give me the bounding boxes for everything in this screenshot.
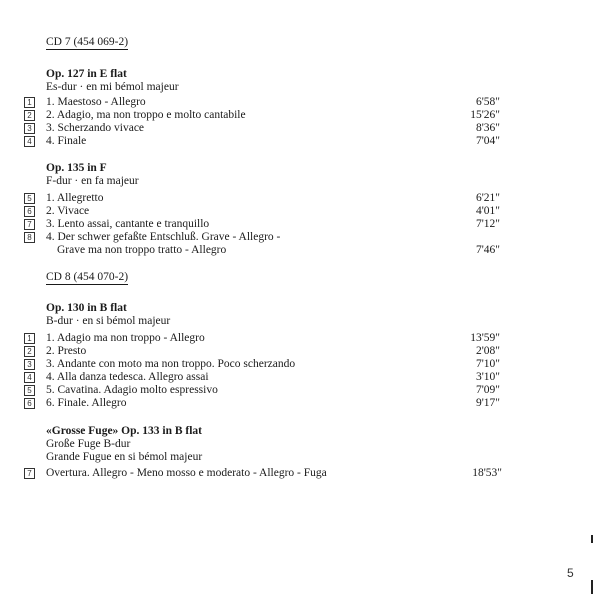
track-number-box: 4 [24, 136, 35, 147]
track-duration: 9'17" [475, 397, 500, 409]
track-title: 4. Finale [46, 135, 87, 147]
track-number-box: 2 [24, 346, 35, 357]
track-row [0, 345, 596, 358]
track-number-box: 3 [24, 123, 35, 134]
work-subtitle-grosse-fuge-de: Große Fuge B-dur [46, 438, 131, 450]
track-title: 2. Vivace [46, 205, 90, 217]
track-duration: 15'26" [470, 109, 500, 121]
work-title-grosse-fuge: «Grosse Fuge» Op. 133 in B flat [46, 425, 203, 437]
track-title: 5. Cavatina. Adagio molto espressivo [46, 384, 218, 396]
track-row [0, 397, 596, 410]
track-title: 1. Allegretto [46, 192, 104, 204]
track-title: 1. Maestoso - Allegro [46, 96, 146, 108]
track-title: 1. Adagio ma non troppo - Allegro [46, 332, 205, 344]
track-row [0, 231, 596, 257]
track-title: 4. Der schwer gefaßte Entschluß. Grave - Allegro - [46, 231, 281, 243]
track-duration: 7'46" [475, 244, 500, 256]
track-row [0, 332, 596, 345]
track-number-box: 1 [24, 97, 35, 108]
track-number-box: 6 [24, 398, 35, 409]
track-row [0, 135, 596, 148]
track-duration: 13'59" [470, 332, 500, 344]
track-duration: 4'01" [475, 205, 500, 217]
track-number-box: 5 [24, 385, 35, 396]
track-title: 4. Alla danza tedesca. Allegro assai [46, 371, 209, 383]
track-duration: 7'09" [475, 384, 500, 396]
track-duration: 2'08" [475, 345, 500, 357]
track-duration: 3'10" [475, 371, 500, 383]
track-number-box: 1 [24, 333, 35, 344]
track-number-box: 5 [24, 193, 35, 204]
track-duration: 18'53" [472, 467, 502, 479]
track-title: 2. Adagio, ma non troppo e molto cantabile [46, 109, 246, 121]
work-title-op135: Op. 135 in F [46, 162, 107, 174]
track-duration: 6'58" [475, 96, 500, 108]
page-number: 5 [567, 566, 574, 580]
track-number-box: 8 [24, 232, 35, 243]
track-row [0, 192, 596, 205]
track-number-box: 6 [24, 206, 35, 217]
track-title: 3. Scherzando vivace [46, 122, 145, 134]
track-title: 6. Finale. Allegro [46, 397, 127, 409]
track-row [0, 109, 596, 122]
cd8-heading: CD 8 (454 070-2) [46, 271, 129, 283]
track-duration: 6'21" [475, 192, 500, 204]
track-row [0, 205, 596, 218]
track-row [0, 467, 596, 480]
work-subtitle-op130: B-dur · en si bémol majeur [46, 315, 171, 327]
cd7-heading: CD 7 (454 069-2) [46, 36, 129, 48]
track-number-box: 2 [24, 110, 35, 121]
track-title: 2. Presto [46, 345, 87, 357]
track-duration: 7'10" [475, 358, 500, 370]
track-number-box: 3 [24, 359, 35, 370]
track-number-box: 7 [24, 219, 35, 230]
track-row [0, 358, 596, 371]
track-row [0, 122, 596, 135]
track-title-continuation: Grave ma non troppo tratto - Allegro [57, 244, 227, 256]
track-title: 3. Lento assai, cantante e tranquillo [46, 218, 210, 230]
work-subtitle-op127: Es-dur · en mi bémol majeur [46, 81, 179, 93]
track-duration: 7'04" [475, 135, 500, 147]
track-title: Overtura. Allegro - Meno mosso e moderato - Allegro - Fuga [46, 467, 327, 479]
track-title: 3. Andante con moto ma non troppo. Poco scherzando [46, 358, 296, 370]
page-edge-mark [591, 535, 593, 543]
track-number-box: 4 [24, 372, 35, 383]
track-row [0, 96, 596, 109]
track-duration: 8'36" [475, 122, 500, 134]
work-title-op130: Op. 130 in B flat [46, 302, 127, 314]
work-subtitle-op135: F-dur · en fa majeur [46, 175, 139, 187]
work-subtitle-grosse-fuge-fr: Grande Fugue en si bémol majeur [46, 451, 203, 463]
track-row [0, 384, 596, 397]
track-row [0, 218, 596, 231]
track-number-box: 7 [24, 468, 35, 479]
work-title-op127: Op. 127 in E flat [46, 68, 127, 80]
track-duration: 7'12" [475, 218, 500, 230]
page-edge-mark [591, 580, 593, 594]
track-row [0, 371, 596, 384]
